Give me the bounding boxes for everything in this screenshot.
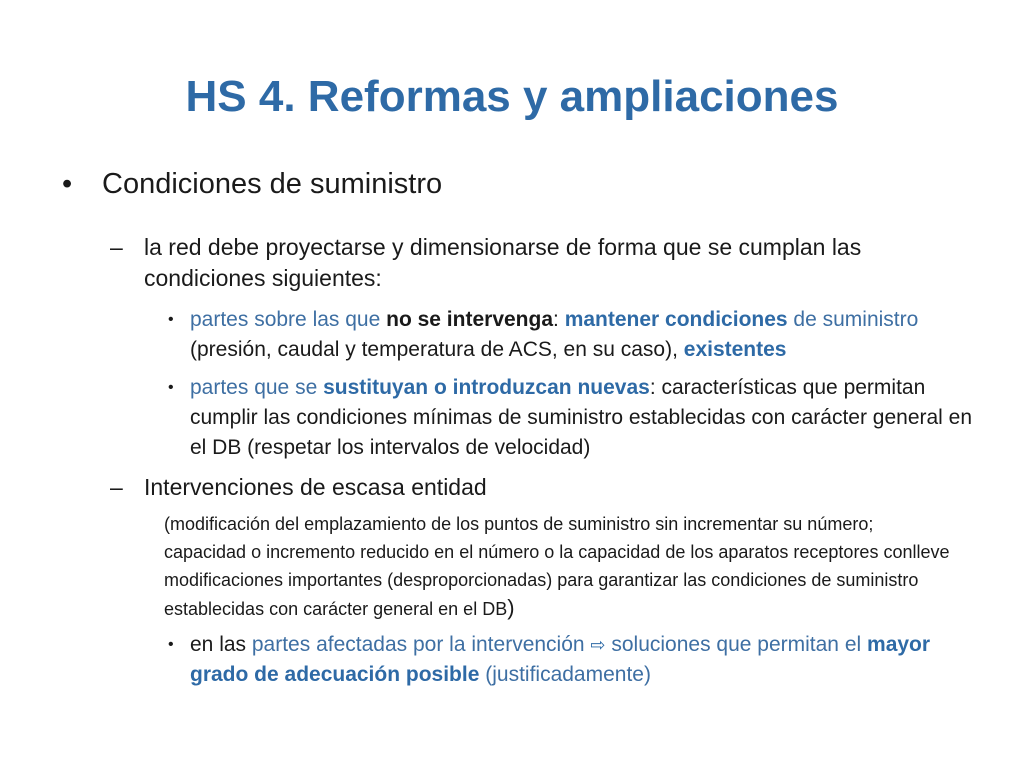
text-run: mantener condiciones	[564, 308, 788, 331]
note-close-paren: )	[507, 595, 515, 620]
text-run: no se intervenga	[386, 308, 554, 331]
arrow-right-icon: ⇨	[590, 635, 606, 655]
item-red-text: la red debe proyectarse y dimensionarse de forma que se cumplan las condiciones siguientes:	[144, 234, 862, 291]
item-intervenciones-text: Intervenciones de escasa entidad	[144, 474, 487, 500]
text-run: soluciones que permitan el	[605, 633, 868, 656]
bullet-marker: •	[62, 168, 73, 200]
text-run: :	[553, 308, 565, 331]
dash-marker: –	[110, 234, 123, 260]
dash-marker: –	[110, 474, 123, 500]
slide-title: HS 4. Reformas y ampliaciones	[185, 72, 839, 121]
text-run: (presión, caudal y temperatura de ACS, en su caso),	[190, 338, 684, 361]
bullet-marker: •	[168, 311, 174, 328]
note-text	[164, 510, 954, 623]
sub-item-text	[190, 305, 990, 365]
text-run: (justificadamente)	[479, 663, 651, 686]
text-run: sustituyan o introduzcan nuevas	[323, 376, 650, 399]
note-body: (modificación del emplazamiento de los puntos de suministro sin incrementar su número; capacidad o incremento reducido en el número o la capacidad de los aparatos receptores conlleve modificaciones importantes (desproporcionadas) para garantizar las condiciones de suministro establecidas con carácter general en el DB	[164, 514, 950, 619]
sub-item-text	[190, 373, 990, 463]
level1-text: Condiciones de suministro	[102, 168, 443, 200]
sub-item-text	[190, 630, 990, 690]
text-run: existentes	[683, 338, 787, 361]
text-run: partes sobre las que	[190, 308, 387, 331]
text-run: partes que se	[190, 376, 324, 399]
text-run: partes afectadas por la intervención	[251, 633, 585, 656]
text-run: mayor grado de adecuación posible	[190, 633, 931, 686]
bullet-marker: •	[168, 379, 174, 396]
text-run: de suministro	[787, 308, 919, 331]
text-run: : características que permitan cumplir las condiciones mínimas de suministro establecidas con carácter general en el DB (respetar los intervalos de velocidad)	[190, 376, 973, 459]
bullet-marker: •	[168, 636, 174, 653]
text-run: en las	[190, 633, 252, 656]
